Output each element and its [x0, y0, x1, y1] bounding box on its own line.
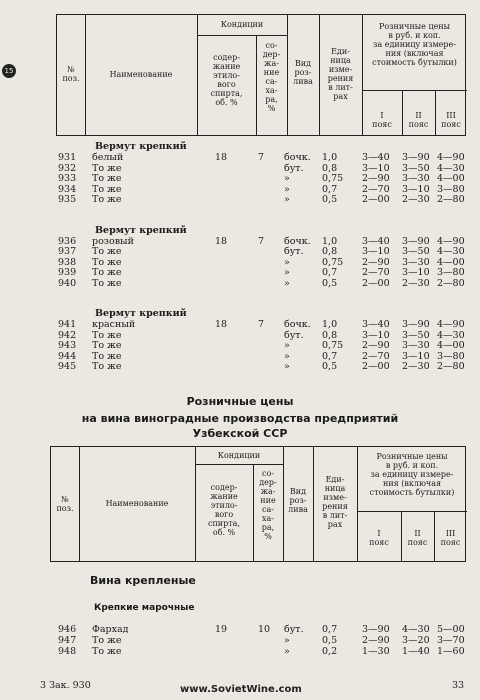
- cell-pack: »: [284, 350, 290, 362]
- cell-p3: 3—80: [437, 350, 465, 362]
- cell-p1: 2—90: [362, 173, 390, 184]
- table-row: [0, 319, 480, 330]
- cell-pack: бочк.: [284, 235, 311, 247]
- col2-pack-header: Вид роз- лива: [288, 487, 308, 514]
- cell-pack: »: [284, 361, 290, 372]
- cell-pack: бут.: [284, 162, 304, 174]
- group-title: Вермут крепкий: [95, 141, 187, 152]
- cell-p2: 3—50: [402, 162, 430, 174]
- col-zone1-header: I пояс: [372, 111, 392, 129]
- cell-p3: 2—80: [437, 361, 465, 372]
- cell-unit: 0,5: [322, 277, 338, 289]
- cell-no: 948: [58, 646, 77, 657]
- footer-watermark: www.SovietWine.com: [180, 684, 302, 695]
- cell-name: белый: [92, 152, 124, 163]
- cell-name: То же: [92, 340, 122, 351]
- cell-name: То же: [92, 277, 122, 289]
- cell-p3: 1—60: [437, 646, 465, 657]
- cell-name: То же: [92, 646, 122, 657]
- cell-p2: 3—90: [402, 235, 430, 247]
- cell-no: 941: [58, 319, 77, 330]
- cell-p1: 2—70: [362, 183, 390, 195]
- cell-pack: бут.: [284, 624, 304, 635]
- cell-unit: 0,8: [322, 329, 338, 341]
- cell-pack: бут.: [284, 329, 304, 341]
- cell-name: То же: [92, 267, 122, 278]
- cell-unit: 0,2: [322, 646, 338, 657]
- col-no-header: № поз.: [62, 65, 80, 83]
- cell-p3: 3—80: [437, 183, 465, 195]
- cell-unit: 0,5: [322, 361, 338, 372]
- cell-pack: »: [284, 194, 290, 205]
- table-row: [0, 624, 480, 635]
- cell-name: То же: [92, 256, 122, 268]
- cell-unit: 0,8: [322, 246, 338, 257]
- cell-p1: 2—70: [362, 350, 390, 362]
- cell-no: 938: [58, 256, 77, 268]
- cell-pack: »: [284, 635, 290, 646]
- cell-name: То же: [92, 183, 122, 195]
- cell-no: 944: [58, 350, 77, 362]
- cell-no: 933: [58, 173, 77, 184]
- cell-sug: 10: [258, 624, 271, 635]
- table-row: [0, 184, 480, 195]
- cell-no: 947: [58, 635, 77, 646]
- cell-name: То же: [92, 162, 122, 174]
- cell-p2: 3—90: [402, 319, 430, 330]
- cell-p1: 2—70: [362, 267, 390, 278]
- table-header-2: [50, 446, 466, 562]
- table-row: [0, 236, 480, 247]
- col-prices-header: Розничные цены в руб. и коп. за единицу измере- ния (включая стоимость бутылки): [372, 22, 457, 67]
- cell-name: То же: [92, 173, 122, 184]
- cell-p2: 3—10: [402, 267, 430, 278]
- cell-p1: 1—30: [362, 646, 390, 657]
- cell-unit: 0,75: [322, 340, 344, 351]
- col-zone3-header: III пояс: [441, 111, 461, 129]
- cell-p2: 3—50: [402, 329, 430, 341]
- table-row: [0, 340, 480, 351]
- cell-unit: 1,0: [322, 152, 338, 163]
- cell-name: То же: [92, 194, 122, 205]
- cell-name: То же: [92, 246, 122, 257]
- col2-no-header: № поз.: [56, 495, 74, 513]
- cell-no: 939: [58, 267, 77, 278]
- cell-name: красный: [92, 319, 136, 330]
- table-header-1: [56, 14, 466, 136]
- cell-p1: 3—40: [362, 319, 390, 330]
- cell-p2: 2—30: [402, 277, 430, 289]
- col-sugar-header: со- дер- жа- ние са- ха- ра, %: [262, 41, 281, 113]
- cell-unit: 0,5: [322, 194, 338, 205]
- cell-unit: 0,7: [322, 350, 338, 362]
- col2-zone2-header: II пояс: [407, 529, 428, 547]
- cell-p2: 3—50: [402, 246, 430, 257]
- cell-p3: 4—00: [437, 256, 465, 268]
- col-alcohol-header: содер- жание этило- вого спирта, об. %: [210, 53, 243, 107]
- col-unit-header: Еди- ница изме- рения в лит- рах: [327, 47, 354, 101]
- cell-pack: бут.: [284, 246, 304, 257]
- table-row: [0, 646, 480, 657]
- cell-p3: 4—30: [437, 329, 465, 341]
- cell-pack: »: [284, 340, 290, 351]
- cell-no: 932: [58, 162, 77, 174]
- cell-p2: 1—40: [402, 646, 430, 657]
- section-title-3: Узбекской ССР: [192, 427, 288, 440]
- cell-p1: 2—00: [362, 277, 390, 289]
- section-title-1: Розничные цены: [186, 395, 294, 408]
- cell-unit: 0,75: [322, 256, 344, 268]
- col2-name-header: Наименование: [105, 499, 169, 508]
- cell-p2: 3—30: [402, 256, 430, 268]
- cell-pack: »: [284, 646, 290, 657]
- table-row: [0, 152, 480, 163]
- section-title-2: на вина виноградные производства предприятий: [81, 412, 399, 425]
- cell-unit: 0,7: [322, 624, 338, 635]
- col2-conditions-header: Кондиции: [217, 451, 261, 460]
- cell-p2: 3—30: [402, 173, 430, 184]
- cell-p1: 2—90: [362, 340, 390, 351]
- col-name-header: Наименование: [109, 70, 173, 79]
- cell-pack: »: [284, 183, 290, 195]
- cell-p3: 4—30: [437, 246, 465, 257]
- col2-sugar-header: со- дер- жа- ние са- ха- ра, %: [259, 469, 277, 541]
- group-title: Вермут крепкий: [95, 224, 187, 236]
- cell-no: 934: [58, 183, 77, 195]
- cell-sug: 7: [258, 319, 265, 330]
- cell-no: 940: [58, 277, 77, 289]
- cell-p1: 3—40: [362, 152, 390, 163]
- cell-name: То же: [92, 350, 122, 362]
- cell-no: 945: [58, 361, 77, 372]
- page-badge: 15: [2, 64, 16, 78]
- cell-p3: 4—90: [437, 152, 465, 163]
- cell-pack: »: [284, 256, 290, 268]
- cell-no: 946: [58, 624, 77, 635]
- col-conditions-header: Кондиции: [220, 20, 264, 29]
- table-row: [0, 351, 480, 362]
- cell-unit: 0,7: [322, 183, 338, 195]
- cell-p2: 2—30: [402, 194, 430, 205]
- table-row: [0, 257, 480, 268]
- cell-alc: 19: [215, 624, 228, 635]
- cell-p1: 2—90: [362, 635, 390, 646]
- cell-p2: 4—30: [402, 624, 430, 635]
- table-row: [0, 278, 480, 289]
- table-row: [0, 361, 480, 372]
- cell-unit: 1,0: [322, 319, 338, 330]
- cell-sug: 7: [258, 235, 265, 247]
- table-row: [0, 163, 480, 174]
- cell-no: 943: [58, 340, 77, 351]
- table-row: [0, 173, 480, 184]
- cell-no: 936: [58, 235, 77, 247]
- table-row: [0, 246, 480, 257]
- cell-name: розовый: [92, 235, 134, 247]
- cell-p2: 2—30: [402, 361, 430, 372]
- col2-alcohol-header: содер- жание этило- вого спирта, об. %: [207, 483, 240, 537]
- cell-name: То же: [92, 329, 122, 341]
- cell-pack: бочк.: [284, 319, 311, 330]
- cell-p2: 3—90: [402, 152, 430, 163]
- cell-p1: 2—00: [362, 194, 390, 205]
- cell-p3: 4—00: [437, 173, 465, 184]
- cell-p3: 4—90: [437, 319, 465, 330]
- subcategory-heading: Крепкие марочные: [94, 603, 195, 613]
- footer-order-number: 3 Зак. 930: [40, 680, 91, 691]
- cell-no: 937: [58, 246, 77, 257]
- cell-p2: 3—10: [402, 183, 430, 195]
- table-row: [0, 635, 480, 646]
- cell-p1: 3—10: [362, 246, 390, 257]
- cell-p1: 2—00: [362, 361, 390, 372]
- cell-pack: »: [284, 267, 290, 278]
- col-pack-header: Вид роз- лива: [293, 59, 313, 86]
- cell-unit: 0,75: [322, 173, 344, 184]
- cell-p1: 3—90: [362, 624, 390, 635]
- cell-no: 935: [58, 194, 77, 205]
- cell-no: 931: [58, 152, 77, 163]
- cell-p1: 3—10: [362, 329, 390, 341]
- cell-p3: 2—80: [437, 194, 465, 205]
- table-row: [0, 330, 480, 341]
- cell-pack: бочк.: [284, 152, 311, 163]
- cell-alc: 18: [215, 152, 228, 163]
- col2-prices-header: Розничные цены в руб. и коп. за единицу измере- ния (включая стоимость бутылки): [369, 452, 455, 497]
- cell-unit: 0,7: [322, 267, 338, 278]
- cell-p2: 3—20: [402, 635, 430, 646]
- cell-p1: 3—40: [362, 235, 390, 247]
- group-title: Вермут крепкий: [95, 308, 187, 319]
- cell-no: 942: [58, 329, 77, 341]
- cell-name: То же: [92, 635, 122, 646]
- cell-pack: »: [284, 277, 290, 289]
- cell-p2: 3—30: [402, 340, 430, 351]
- cell-unit: 0,8: [322, 162, 338, 174]
- cell-p3: 4—90: [437, 235, 465, 247]
- col2-zone3-header: III пояс: [440, 529, 461, 547]
- category-heading: Вина крепленые: [90, 574, 196, 587]
- cell-p3: 2—80: [437, 277, 465, 289]
- cell-p3: 4—00: [437, 340, 465, 351]
- table-row: [0, 267, 480, 278]
- cell-sug: 7: [258, 152, 265, 163]
- cell-p3: 3—70: [437, 635, 465, 646]
- table-row: [0, 194, 480, 205]
- cell-unit: 0,5: [322, 635, 338, 646]
- col2-unit-header: Еди- ница изме- рения в лит- рах: [322, 475, 348, 529]
- cell-p1: 3—10: [362, 162, 390, 174]
- cell-p3: 5—00: [437, 624, 465, 635]
- cell-p3: 4—30: [437, 162, 465, 174]
- cell-p1: 2—90: [362, 256, 390, 268]
- col-zone2-header: II пояс: [408, 111, 429, 129]
- cell-alc: 18: [215, 319, 228, 330]
- footer-page-number: 33: [452, 680, 465, 691]
- cell-unit: 1,0: [322, 235, 338, 247]
- col2-zone1-header: I пояс: [369, 529, 389, 547]
- cell-name: То же: [92, 361, 122, 372]
- cell-name: Фархад: [92, 624, 129, 635]
- cell-p2: 3—10: [402, 350, 430, 362]
- cell-pack: »: [284, 173, 290, 184]
- cell-p3: 3—80: [437, 267, 465, 278]
- cell-alc: 18: [215, 235, 228, 247]
